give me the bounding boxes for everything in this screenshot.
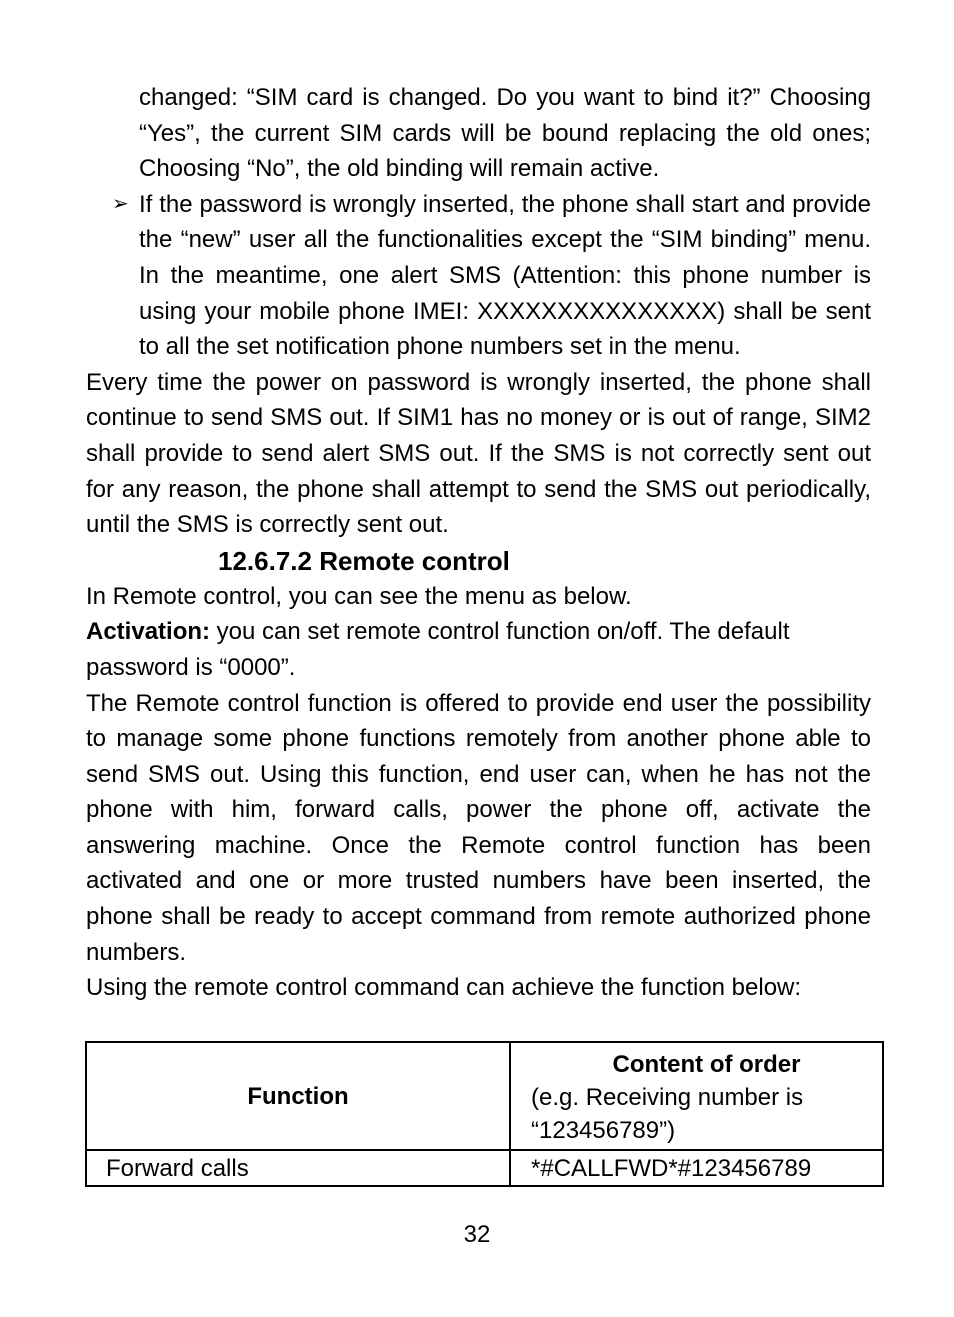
- bullet-item: [86, 187, 871, 365]
- menu-paragraph: In Remote control, you can see the menu as below.: [86, 582, 632, 610]
- remote-control-paragraph: The Remote control function is offered to provide end user the possibility to manage some phone functions remotely from another phone able to send SMS out. Using this function, end user can, when he has not the phone with him, forward calls, power the phone off, activate the answering machine. Once the Remote control function has been activated and one or more trusted numbers have been inserted, the phone shall be ready to accept command from remote authorized phone numbers.: [86, 689, 871, 966]
- power-password-paragraph: Every time the power on password is wrongly inserted, the phone shall continue to send SMS out. If SIM1 has no money or is out of range, SIM2 shall provide to send alert SMS out. If the SMS is not correctly sent out for any reason, the phone shall attempt to send the SMS out periodically, until the SMS is correctly sent out.: [86, 368, 871, 539]
- table-header-row: [86, 1042, 883, 1150]
- section-heading: 12.6.7.2 Remote control: [218, 545, 510, 576]
- header-content-title: Content of order: [612, 1050, 801, 1078]
- using-paragraph: Using the remote control command can achieve the function below:: [86, 974, 802, 1002]
- activation-paragraph: [86, 614, 871, 685]
- page-number: 32: [463, 1221, 491, 1248]
- row-function: Forward calls: [86, 1150, 510, 1186]
- header-content: [510, 1042, 883, 1150]
- bullet-text: If the password is wrongly inserted, the phone shall start and provide the “new” user all the functionalities except the “SIM binding” menu. In the meantime, one alert SMS (Attention: this phone number is using your mobile phone IMEI: XXXXXXXXXXXXXXX) shall be sent to all the set notification phone numbers set in the menu.: [139, 190, 871, 361]
- header-function: Function: [86, 1042, 510, 1150]
- document-page: [86, 80, 871, 1006]
- arrow-bullet-icon: ➢: [112, 192, 129, 215]
- remote-command-table: [85, 1041, 884, 1187]
- table-row: [86, 1150, 883, 1186]
- header-content-note: (e.g. Receiving number is “123456789”): [531, 1083, 804, 1144]
- activation-label: Activation:: [86, 618, 211, 646]
- activation-text: you can set remote control function on/off. The default password is “0000”.: [86, 618, 790, 681]
- row-content: *#CALLFWD*#123456789: [510, 1150, 883, 1186]
- intro-paragraph: changed: “SIM card is changed. Do you want to bind it?” Choosing “Yes”, the current SIM cards will be bound replacing the old ones; Choosing “No”, the old binding will remain active.: [139, 84, 871, 183]
